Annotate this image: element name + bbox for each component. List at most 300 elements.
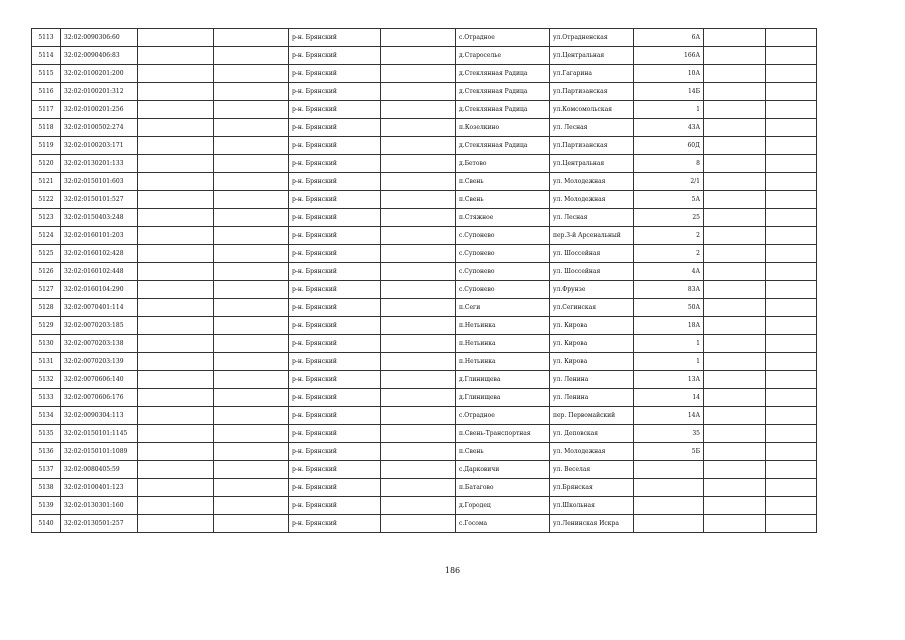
row-number: 5113 [32, 29, 61, 47]
street-cell: ул.Школьная [550, 497, 634, 515]
street-cell: ул. Молодежная [550, 443, 634, 461]
table-row [32, 245, 817, 263]
cadastral-number: 32:02:0080405:59 [61, 461, 138, 479]
table-row [32, 407, 817, 425]
house-number: 166А [634, 47, 704, 65]
empty-cell [138, 29, 214, 47]
empty-cell [381, 101, 456, 119]
empty-cell [138, 245, 214, 263]
row-number: 5132 [32, 371, 61, 389]
settlement-cell: с.Отрадное [456, 407, 550, 425]
empty-cell [766, 29, 817, 47]
cadastral-number: 32:02:0090304:113 [61, 407, 138, 425]
house-number: 6А [634, 29, 704, 47]
table-row [32, 119, 817, 137]
cadastral-number: 32:02:0070203:139 [61, 353, 138, 371]
street-cell: ул.Гагарина [550, 65, 634, 83]
empty-cell [138, 299, 214, 317]
empty-cell [214, 29, 289, 47]
cadastral-number: 32:02:0070606:176 [61, 389, 138, 407]
settlement-cell: п.Свень [456, 443, 550, 461]
empty-cell [704, 137, 766, 155]
empty-cell [138, 137, 214, 155]
empty-cell [138, 461, 214, 479]
row-number: 5122 [32, 191, 61, 209]
table-row [32, 335, 817, 353]
empty-cell [704, 353, 766, 371]
cadastral-number: 32:02:0160102:448 [61, 263, 138, 281]
empty-cell [381, 317, 456, 335]
empty-cell [704, 209, 766, 227]
house-number: 83А [634, 281, 704, 299]
district-cell: р-н. Брянский [289, 497, 381, 515]
empty-cell [766, 281, 817, 299]
settlement-cell: д.Городец [456, 497, 550, 515]
row-number: 5136 [32, 443, 61, 461]
row-number: 5129 [32, 317, 61, 335]
cadastral-number: 32:02:0150101:527 [61, 191, 138, 209]
empty-cell [381, 245, 456, 263]
district-cell: р-н. Брянский [289, 317, 381, 335]
empty-cell [214, 281, 289, 299]
empty-cell [766, 119, 817, 137]
empty-cell [704, 263, 766, 281]
empty-cell [214, 245, 289, 263]
settlement-cell: п.Свень [456, 173, 550, 191]
empty-cell [704, 191, 766, 209]
table-body [32, 29, 817, 533]
empty-cell [704, 461, 766, 479]
cadastral-number: 32:02:0100502:274 [61, 119, 138, 137]
settlement-cell: с.Дарковичи [456, 461, 550, 479]
empty-cell [138, 119, 214, 137]
empty-cell [381, 191, 456, 209]
cadastral-number: 32:02:0150101:603 [61, 173, 138, 191]
settlement-cell: п.Свень [456, 191, 550, 209]
house-number: 1 [634, 101, 704, 119]
empty-cell [214, 191, 289, 209]
cadastral-number: 32:02:0100203:171 [61, 137, 138, 155]
street-cell: пер.3-й Арсенальный [550, 227, 634, 245]
settlement-cell: с.Госома [456, 515, 550, 533]
empty-cell [138, 407, 214, 425]
street-cell: ул. Кирова [550, 317, 634, 335]
settlement-cell: п.Свень-Транспортная [456, 425, 550, 443]
empty-cell [704, 515, 766, 533]
empty-cell [766, 173, 817, 191]
district-cell: р-н. Брянский [289, 65, 381, 83]
table-row [32, 389, 817, 407]
street-cell: ул. Шоссейная [550, 263, 634, 281]
house-number [634, 515, 704, 533]
empty-cell [766, 137, 817, 155]
empty-cell [214, 47, 289, 65]
settlement-cell: д.Глинищева [456, 389, 550, 407]
empty-cell [381, 227, 456, 245]
empty-cell [138, 227, 214, 245]
empty-cell [138, 65, 214, 83]
empty-cell [138, 425, 214, 443]
empty-cell [138, 47, 214, 65]
cadastral-number: 32:02:0160101:203 [61, 227, 138, 245]
street-cell: пер. Первомайский [550, 407, 634, 425]
empty-cell [704, 155, 766, 173]
empty-cell [381, 353, 456, 371]
empty-cell [138, 209, 214, 227]
settlement-cell: п.Нетьинка [456, 353, 550, 371]
empty-cell [704, 497, 766, 515]
settlement-cell: п.Батагово [456, 479, 550, 497]
row-number: 5134 [32, 407, 61, 425]
empty-cell [766, 245, 817, 263]
cadastral-number: 32:02:0100201:256 [61, 101, 138, 119]
table-row [32, 479, 817, 497]
settlement-cell: с.Супонево [456, 227, 550, 245]
table-row [32, 299, 817, 317]
house-number: 2 [634, 245, 704, 263]
row-number: 5130 [32, 335, 61, 353]
street-cell: ул.Ленинская Искра [550, 515, 634, 533]
house-number: 43А [634, 119, 704, 137]
empty-cell [214, 443, 289, 461]
table-row [32, 209, 817, 227]
empty-cell [214, 353, 289, 371]
empty-cell [214, 227, 289, 245]
cadastral-number: 32:02:0160104:290 [61, 281, 138, 299]
empty-cell [766, 65, 817, 83]
empty-cell [766, 515, 817, 533]
street-cell: ул.Отрадненская [550, 29, 634, 47]
empty-cell [138, 191, 214, 209]
empty-cell [766, 191, 817, 209]
house-number [634, 479, 704, 497]
empty-cell [766, 389, 817, 407]
row-number: 5115 [32, 65, 61, 83]
empty-cell [704, 119, 766, 137]
row-number: 5117 [32, 101, 61, 119]
cadastral-number: 32:02:0070606:140 [61, 371, 138, 389]
cadastral-number: 32:02:0160102:428 [61, 245, 138, 263]
empty-cell [138, 101, 214, 119]
empty-cell [381, 263, 456, 281]
district-cell: р-н. Брянский [289, 299, 381, 317]
empty-cell [766, 461, 817, 479]
empty-cell [766, 209, 817, 227]
empty-cell [214, 371, 289, 389]
cadastral-number: 32:02:0090406:83 [61, 47, 138, 65]
empty-cell [704, 227, 766, 245]
row-number: 5119 [32, 137, 61, 155]
empty-cell [214, 497, 289, 515]
street-cell: ул. Лесная [550, 119, 634, 137]
table-row [32, 497, 817, 515]
empty-cell [766, 497, 817, 515]
district-cell: р-н. Брянский [289, 407, 381, 425]
empty-cell [704, 389, 766, 407]
district-cell: р-н. Брянский [289, 137, 381, 155]
house-number: 35 [634, 425, 704, 443]
empty-cell [214, 209, 289, 227]
empty-cell [381, 299, 456, 317]
row-number: 5135 [32, 425, 61, 443]
empty-cell [138, 479, 214, 497]
empty-cell [214, 317, 289, 335]
empty-cell [214, 479, 289, 497]
cadastral-number: 32:02:0150101:1145 [61, 425, 138, 443]
empty-cell [381, 47, 456, 65]
street-cell: ул. Молодежная [550, 173, 634, 191]
empty-cell [138, 281, 214, 299]
house-number: 14А [634, 407, 704, 425]
street-cell: ул.Партизанская [550, 137, 634, 155]
district-cell: р-н. Брянский [289, 353, 381, 371]
empty-cell [214, 407, 289, 425]
settlement-cell: п.Сеги [456, 299, 550, 317]
house-number: 5А [634, 191, 704, 209]
empty-cell [381, 119, 456, 137]
settlement-cell: д.Стеклянная Радица [456, 101, 550, 119]
empty-cell [704, 101, 766, 119]
district-cell: р-н. Брянский [289, 209, 381, 227]
settlement-cell: д.Староселье [456, 47, 550, 65]
district-cell: р-н. Брянский [289, 119, 381, 137]
street-cell: ул. Шоссейная [550, 245, 634, 263]
settlement-cell: д.Глинищева [456, 371, 550, 389]
table-row [32, 137, 817, 155]
district-cell: р-н. Брянский [289, 101, 381, 119]
registry-table [31, 28, 817, 533]
empty-cell [704, 335, 766, 353]
cadastral-number: 32:02:0070203:138 [61, 335, 138, 353]
empty-cell [214, 299, 289, 317]
street-cell: ул. Молодежная [550, 191, 634, 209]
empty-cell [704, 245, 766, 263]
row-number: 5140 [32, 515, 61, 533]
district-cell: р-н. Брянский [289, 155, 381, 173]
settlement-cell: п.Козелкино [456, 119, 550, 137]
empty-cell [381, 371, 456, 389]
empty-cell [766, 425, 817, 443]
empty-cell [381, 407, 456, 425]
table-row [32, 29, 817, 47]
empty-cell [138, 155, 214, 173]
empty-cell [214, 263, 289, 281]
cadastral-number: 32:02:0150101:1089 [61, 443, 138, 461]
house-number: 1 [634, 353, 704, 371]
table-row [32, 65, 817, 83]
table-row [32, 317, 817, 335]
page-number: 186 [444, 566, 461, 575]
district-cell: р-н. Брянский [289, 245, 381, 263]
row-number: 5125 [32, 245, 61, 263]
house-number: 13А [634, 371, 704, 389]
empty-cell [214, 515, 289, 533]
street-cell: ул. Ленина [550, 389, 634, 407]
empty-cell [766, 299, 817, 317]
empty-cell [138, 83, 214, 101]
empty-cell [381, 83, 456, 101]
row-number: 5128 [32, 299, 61, 317]
empty-cell [704, 479, 766, 497]
street-cell: ул. Ленина [550, 371, 634, 389]
district-cell: р-н. Брянский [289, 227, 381, 245]
empty-cell [766, 443, 817, 461]
empty-cell [704, 281, 766, 299]
district-cell: р-н. Брянский [289, 425, 381, 443]
street-cell: ул. Кирова [550, 335, 634, 353]
house-number: 60Д [634, 137, 704, 155]
empty-cell [766, 317, 817, 335]
settlement-cell: с.Супонево [456, 245, 550, 263]
district-cell: р-н. Брянский [289, 461, 381, 479]
empty-cell [766, 335, 817, 353]
empty-cell [381, 479, 456, 497]
settlement-cell: с.Супонево [456, 281, 550, 299]
empty-cell [214, 65, 289, 83]
empty-cell [214, 119, 289, 137]
empty-cell [704, 371, 766, 389]
house-number: 10А [634, 65, 704, 83]
settlement-cell: п.Нетьинка [456, 335, 550, 353]
district-cell: р-н. Брянский [289, 515, 381, 533]
district-cell: р-н. Брянский [289, 335, 381, 353]
empty-cell [381, 281, 456, 299]
table-row [32, 47, 817, 65]
street-cell: ул. Лесная [550, 209, 634, 227]
empty-cell [214, 335, 289, 353]
empty-cell [704, 47, 766, 65]
cadastral-number: 32:02:0090306:60 [61, 29, 138, 47]
empty-cell [214, 173, 289, 191]
settlement-cell: д.Стеклянная Радица [456, 65, 550, 83]
table-row [32, 515, 817, 533]
house-number: 4А [634, 263, 704, 281]
table-row [32, 371, 817, 389]
settlement-cell: д.Стеклянная Радица [456, 137, 550, 155]
district-cell: р-н. Брянский [289, 389, 381, 407]
table-row [32, 443, 817, 461]
house-number: 2/1 [634, 173, 704, 191]
district-cell: р-н. Брянский [289, 173, 381, 191]
street-cell: ул.Сегинская [550, 299, 634, 317]
row-number: 5124 [32, 227, 61, 245]
street-cell: ул.Партизанская [550, 83, 634, 101]
cadastral-number: 32:02:0070203:185 [61, 317, 138, 335]
empty-cell [214, 389, 289, 407]
empty-cell [381, 29, 456, 47]
district-cell: р-н. Брянский [289, 281, 381, 299]
row-number: 5131 [32, 353, 61, 371]
empty-cell [766, 407, 817, 425]
empty-cell [138, 371, 214, 389]
district-cell: р-н. Брянский [289, 83, 381, 101]
empty-cell [381, 497, 456, 515]
house-number: 8 [634, 155, 704, 173]
row-number: 5120 [32, 155, 61, 173]
district-cell: р-н. Брянский [289, 47, 381, 65]
cadastral-number: 32:02:0100201:312 [61, 83, 138, 101]
empty-cell [704, 83, 766, 101]
cadastral-number: 32:02:0070401:114 [61, 299, 138, 317]
row-number: 5133 [32, 389, 61, 407]
cadastral-number: 32:02:0130301:160 [61, 497, 138, 515]
empty-cell [138, 317, 214, 335]
empty-cell [381, 155, 456, 173]
row-number: 5121 [32, 173, 61, 191]
street-cell: ул. Веселая [550, 461, 634, 479]
street-cell: ул.Фрунзе [550, 281, 634, 299]
empty-cell [214, 101, 289, 119]
table-row [32, 263, 817, 281]
empty-cell [381, 137, 456, 155]
empty-cell [381, 461, 456, 479]
settlement-cell: п.Нетьинка [456, 317, 550, 335]
empty-cell [138, 173, 214, 191]
house-number: 14Б [634, 83, 704, 101]
cadastral-number: 32:02:0150403:248 [61, 209, 138, 227]
empty-cell [381, 389, 456, 407]
house-number: 25 [634, 209, 704, 227]
house-number: 5Б [634, 443, 704, 461]
house-number: 1 [634, 335, 704, 353]
house-number: 14 [634, 389, 704, 407]
settlement-cell: д.Стеклянная Радица [456, 83, 550, 101]
district-cell: р-н. Брянский [289, 479, 381, 497]
empty-cell [766, 263, 817, 281]
empty-cell [214, 137, 289, 155]
empty-cell [381, 443, 456, 461]
empty-cell [766, 353, 817, 371]
table-row [32, 173, 817, 191]
empty-cell [381, 515, 456, 533]
house-number: 18А [634, 317, 704, 335]
empty-cell [704, 407, 766, 425]
empty-cell [766, 371, 817, 389]
street-cell: ул.Центральная [550, 47, 634, 65]
settlement-cell: с.Супонево [456, 263, 550, 281]
empty-cell [766, 101, 817, 119]
house-number [634, 497, 704, 515]
empty-cell [138, 515, 214, 533]
empty-cell [138, 353, 214, 371]
street-cell: ул. Деповская [550, 425, 634, 443]
empty-cell [766, 479, 817, 497]
empty-cell [138, 497, 214, 515]
street-cell: ул.Брянская [550, 479, 634, 497]
settlement-cell: п.Стяжное [456, 209, 550, 227]
empty-cell [766, 155, 817, 173]
row-number: 5127 [32, 281, 61, 299]
empty-cell [704, 173, 766, 191]
house-number: 2 [634, 227, 704, 245]
empty-cell [138, 443, 214, 461]
settlement-cell: с.Отрадное [456, 29, 550, 47]
empty-cell [138, 335, 214, 353]
empty-cell [138, 389, 214, 407]
cadastral-number: 32:02:0130201:133 [61, 155, 138, 173]
empty-cell [766, 227, 817, 245]
street-cell: ул. Кирова [550, 353, 634, 371]
empty-cell [381, 65, 456, 83]
table-row [32, 101, 817, 119]
row-number: 5116 [32, 83, 61, 101]
empty-cell [381, 335, 456, 353]
district-cell: р-н. Брянский [289, 371, 381, 389]
table-row [32, 83, 817, 101]
empty-cell [214, 425, 289, 443]
empty-cell [704, 299, 766, 317]
empty-cell [381, 209, 456, 227]
